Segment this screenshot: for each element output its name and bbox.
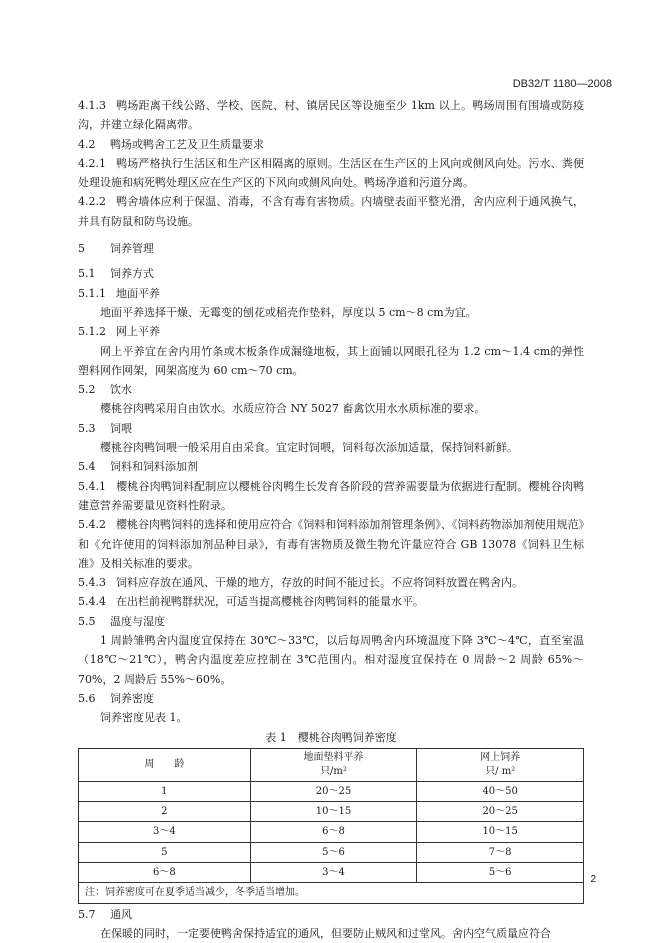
page-number: 2 — [590, 874, 596, 885]
table-note: 注：饲养密度可在夏季适当减少，冬季适当增加。 — [79, 883, 584, 903]
cell-age: 5 — [79, 842, 251, 862]
clause-5-3-text: 樱桃谷肉鸭饲喂一般采用自由采食。宜定时饲喂，饲料每次添加适量，保持饲料新鲜。 — [100, 441, 518, 455]
cell-floor: 5～6 — [250, 842, 417, 862]
document-code: DB32/T 1180—2008 — [512, 78, 612, 90]
cell-floor: 3～4 — [250, 862, 417, 882]
cell-net: 20～25 — [417, 802, 584, 822]
heading-4-2: 4.2 鸭场或鸭舍工艺及卫生质量要求 — [78, 137, 264, 151]
cell-age: 3～4 — [79, 822, 251, 842]
cell-net: 5～6 — [417, 862, 584, 882]
clause-5-1-1-text: 地面平养选择干燥、无霉变的刨花或稻壳作垫料，厚度以 5 cm～8 cm为宜。 — [100, 305, 477, 319]
density-table — [78, 748, 584, 904]
heading-5-4: 5.4 饲料和饲料添加剂 — [78, 460, 198, 474]
clause-5-4-3: 5.4.3 饲料应存放在通风、干燥的地方，存放的时间不能过长。不应将饲料放置在鸭舍内。 — [78, 576, 523, 590]
table-row — [79, 862, 584, 882]
heading-5-7: 5.7 通风 — [78, 907, 132, 921]
clause-4-2-1: 4.2.1 鸭场严格执行生活区和生产区相隔离的原则。生活区在生产区的上风向或侧风向处。污水、粪便处理设施和病死鸭处理区应在生产区的下风向或侧风向处。鸭场净道和污道分离。 — [78, 156, 584, 190]
cell-floor: 10～15 — [250, 802, 417, 822]
header-net: 网上饲养 只/ m² — [417, 748, 584, 781]
clause-5-2-text: 樱桃谷肉鸭采用自由饮水。水质应符合 NY 5027 畜禽饮用水水质标准的要求。 — [100, 402, 486, 416]
header-age: 周 龄 — [79, 748, 251, 781]
heading-5-6: 5.6 饲养密度 — [78, 691, 154, 705]
heading-5-1-1: 5.1.1 地面平养 — [78, 286, 160, 300]
table-note-row — [79, 883, 584, 903]
table-header-row — [79, 748, 584, 781]
clause-5-6-text: 饲养密度见表 1。 — [100, 711, 188, 725]
cell-floor: 20～25 — [250, 781, 417, 801]
clause-4-1-3: 4.1.3 鸭场距离干线公路、学校、医院、村、镇居民区等设施至少 1km 以上。鸭场周围有围墙或防疫沟，并建立绿化隔离带。 — [78, 99, 584, 132]
cell-age: 1 — [79, 781, 251, 801]
heading-5-2: 5.2 饮水 — [78, 383, 132, 397]
clause-5-4-4: 5.4.4 在出栏前视鸭群状况，可适当提高樱桃谷肉鸭饲料的能量水平。 — [78, 595, 424, 609]
table-caption: 表 1 樱桃谷肉鸭饲养密度 — [265, 730, 397, 744]
clause-4-2-2: 4.2.2 鸭舍墙体应利于保温、消毒，不含有毒有害物质。内墙壁表面平整光滑，舍内应利于通风换气，并具有防鼠和防鸟设施。 — [78, 195, 584, 228]
heading-5-1-2: 5.1.2 网上平养 — [78, 325, 160, 339]
clause-5-4-1: 5.4.1 樱桃谷肉鸭饲料配制应以樱桃谷肉鸭生长发育各阶段的营养需要量为依据进行配制。樱桃谷肉鸭建意营养需要量见资料性附录。 — [78, 479, 584, 512]
clause-5-4-2: 5.4.2 樱桃谷肉鸭饲料的选择和使用应符合《饲料和饲料添加剂管理条例》、《饲料药物添加剂使用规范》和《允许使用的饲料添加剂品种目录》，有毒有害物质及微生物允许量应符合 GB 13078《饲料卫生标准》及相关标准的要求。 — [78, 518, 584, 570]
clause-5-5-text: 1 周龄雏鸭舍内温度宜保持在 30℃～33℃，以后每周鸭舍内环境温度下降 3℃～4℃，直至室温（18℃～21℃），鸭舍内温度差应控制在 3℃范围内。相对湿度宜保持在 0 周龄～2 周龄 65%～70%，2 周龄后 55%～60%。 — [78, 634, 584, 686]
clause-5-7-text: 在保暖的同时，一定要使鸭舍保持适宜的通风，但要防止贼风和过堂风。舍内空气质量应符合 — [100, 926, 551, 940]
table-row — [79, 822, 584, 842]
header-floor: 地面垫料平养 只/m² — [250, 748, 417, 781]
table-row — [79, 842, 584, 862]
cell-age: 6～8 — [79, 862, 251, 882]
cell-net: 10～15 — [417, 822, 584, 842]
heading-5-5: 5.5 温度与湿度 — [78, 614, 165, 628]
table-row — [79, 781, 584, 801]
heading-5: 5 饲养管理 — [78, 242, 154, 256]
cell-age: 2 — [79, 802, 251, 822]
cell-floor: 6～8 — [250, 822, 417, 842]
table-row — [79, 802, 584, 822]
heading-5-1: 5.1 饲养方式 — [78, 267, 154, 281]
page-body — [78, 96, 584, 943]
heading-5-3: 5.3 饲喂 — [78, 421, 132, 435]
cell-net: 40～50 — [417, 781, 584, 801]
clause-5-1-2-text: 网上平养宜在舍内用竹条或木板条作成漏缝地板，其上面铺以网眼孔径为 1.2 cm～1.4 cm的弹性塑料网作网架，网架高度为 60 cm～70 cm。 — [78, 344, 584, 377]
cell-net: 7～8 — [417, 842, 584, 862]
